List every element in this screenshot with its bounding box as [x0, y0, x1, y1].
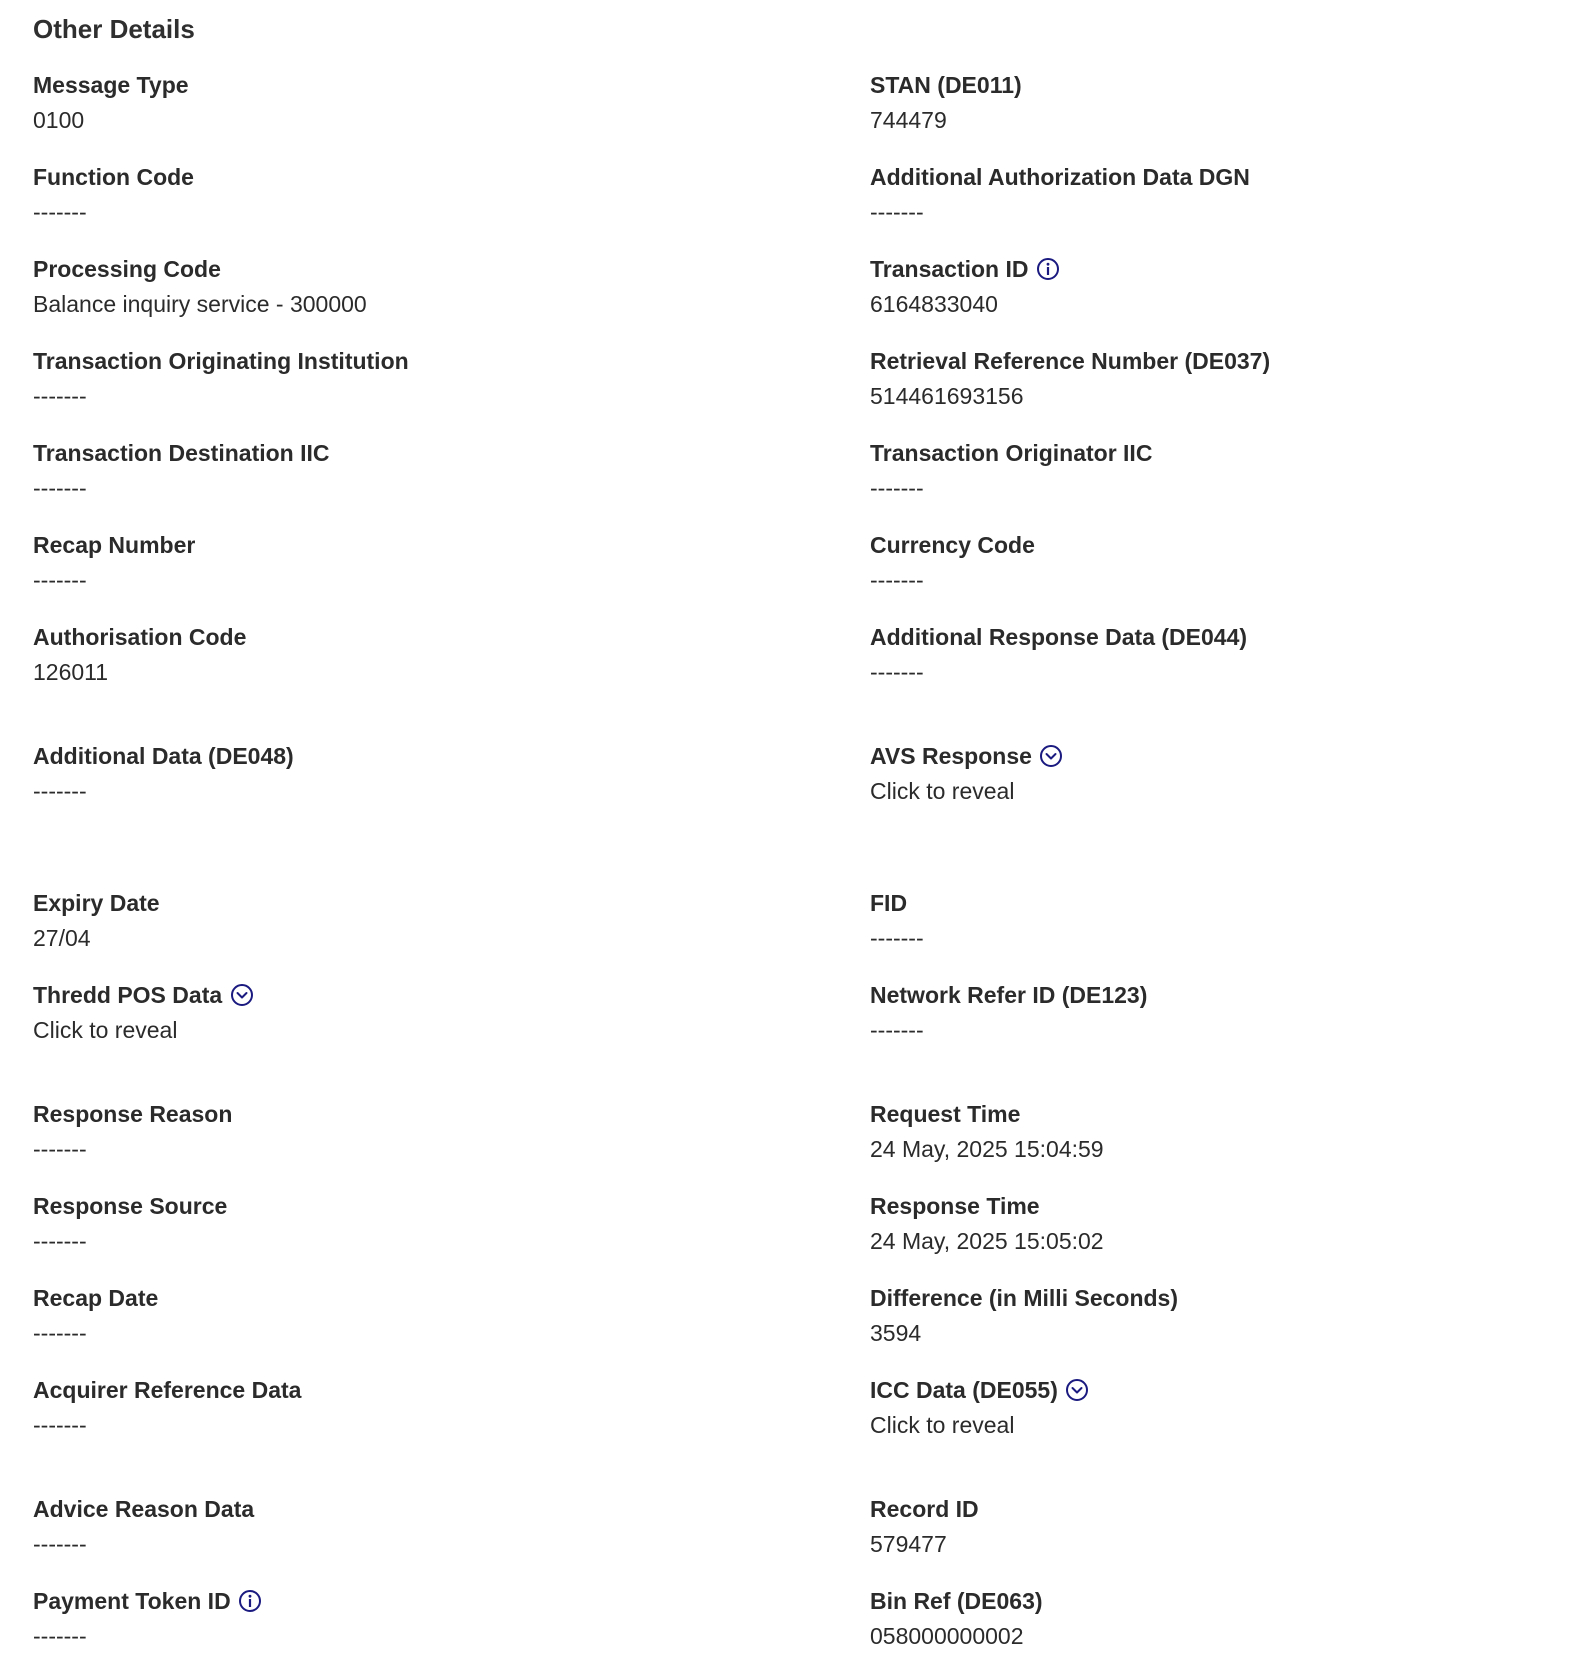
field-icc-data	[870, 1375, 1570, 1440]
field-label: Additional Authorization Data DGN	[870, 164, 1250, 190]
chevron-down-circle-icon[interactable]	[1065, 1378, 1090, 1403]
field-additional-response-data	[870, 622, 1570, 687]
field-fid	[870, 888, 1570, 953]
field-authorisation-code	[33, 622, 733, 687]
field-value: -------	[33, 199, 87, 225]
field-label: Bin Ref (DE063)	[870, 1588, 1043, 1614]
field-value: -------	[33, 1531, 87, 1557]
field-label: Additional Data (DE048)	[33, 743, 294, 769]
field-recap-number	[33, 530, 733, 595]
click-to-reveal[interactable]: Click to reveal	[33, 1017, 178, 1043]
field-label: Transaction Originator IIC	[870, 440, 1153, 466]
field-acquirer-reference-data	[33, 1375, 733, 1440]
field-value: 3594	[870, 1320, 922, 1346]
field-network-refer-id	[870, 980, 1570, 1045]
field-value: Balance inquiry service - 300000	[33, 291, 367, 317]
field-label: Transaction Destination IIC	[33, 440, 330, 466]
field-label: Processing Code	[33, 256, 221, 282]
field-avs-response	[870, 741, 1570, 806]
field-processing-code	[33, 254, 733, 319]
field-value: 0100	[33, 107, 85, 133]
field-label: Recap Number	[33, 532, 196, 558]
field-label: FID	[870, 890, 908, 916]
field-message-type	[33, 70, 733, 135]
field-value: 514461693156	[870, 383, 1024, 409]
click-to-reveal[interactable]: Click to reveal	[870, 778, 1015, 804]
field-value: -------	[33, 1228, 87, 1254]
field-label: Additional Response Data (DE044)	[870, 624, 1248, 650]
field-label: Difference (in Milli Seconds)	[870, 1285, 1178, 1311]
field-value: -------	[870, 199, 924, 225]
field-value: -------	[33, 1136, 87, 1162]
field-label: Transaction Originating Institution	[33, 348, 409, 374]
field-stan	[870, 70, 1570, 135]
field-advice-reason-data	[33, 1494, 733, 1559]
field-label: ICC Data (DE055)	[870, 1375, 1570, 1405]
field-label: Currency Code	[870, 532, 1035, 558]
info-icon[interactable]	[238, 1589, 263, 1614]
field-transaction-id	[870, 254, 1570, 319]
field-additional-authorization-data-dgn	[870, 162, 1570, 227]
field-value: -------	[33, 778, 87, 804]
field-currency-code	[870, 530, 1570, 595]
field-value: -------	[870, 475, 924, 501]
field-response-time	[870, 1191, 1570, 1256]
field-label: Function Code	[33, 164, 194, 190]
field-expiry-date	[33, 888, 733, 953]
field-value: 126011	[33, 659, 109, 685]
field-label: Advice Reason Data	[33, 1496, 255, 1522]
field-label: Acquirer Reference Data	[33, 1377, 302, 1403]
field-retrieval-reference-number	[870, 346, 1570, 411]
field-value: -------	[870, 1017, 924, 1043]
chevron-down-circle-icon[interactable]	[229, 983, 254, 1008]
field-label: Response Time	[870, 1193, 1040, 1219]
field-label: Network Refer ID (DE123)	[870, 982, 1148, 1008]
info-icon[interactable]	[1035, 257, 1060, 282]
field-label: Message Type	[33, 72, 189, 98]
field-value: 24 May, 2025 15:05:02	[870, 1228, 1104, 1254]
chevron-down-circle-icon[interactable]	[1039, 744, 1064, 769]
field-value: -------	[870, 659, 924, 685]
field-thredd-pos-data	[33, 980, 733, 1045]
field-bin-ref	[870, 1586, 1570, 1651]
field-response-reason	[33, 1099, 733, 1164]
field-value: 6164833040	[870, 291, 998, 317]
field-function-code	[33, 162, 733, 227]
field-label: Response Reason	[33, 1101, 233, 1127]
field-record-id	[870, 1494, 1570, 1559]
field-label: STAN (DE011)	[870, 72, 1022, 98]
click-to-reveal[interactable]: Click to reveal	[870, 1412, 1015, 1438]
field-transaction-originating-institution	[33, 346, 733, 411]
field-label: Retrieval Reference Number (DE037)	[870, 348, 1271, 374]
field-label: Response Source	[33, 1193, 228, 1219]
field-value: -------	[33, 1623, 87, 1649]
field-payment-token-id	[33, 1586, 733, 1651]
field-value: 27/04	[33, 925, 91, 951]
field-label: Expiry Date	[33, 890, 160, 916]
field-value: -------	[870, 925, 924, 951]
field-value: -------	[33, 383, 87, 409]
field-label: AVS Response	[870, 741, 1570, 771]
field-value: 744479	[870, 107, 947, 133]
field-label: Record ID	[870, 1496, 979, 1522]
field-transaction-destination-iic	[33, 438, 733, 503]
field-value: -------	[33, 1412, 87, 1438]
section-title: Other Details	[33, 14, 195, 44]
field-value: -------	[870, 567, 924, 593]
field-value: -------	[33, 475, 87, 501]
field-transaction-originator-iic	[870, 438, 1570, 503]
field-label: Transaction ID	[870, 254, 1570, 284]
field-difference-ms	[870, 1283, 1570, 1348]
field-additional-data	[33, 741, 733, 806]
field-value: -------	[33, 567, 87, 593]
field-response-source	[33, 1191, 733, 1256]
field-recap-date	[33, 1283, 733, 1348]
field-label: Payment Token ID	[33, 1586, 733, 1616]
field-value: 058000000002	[870, 1623, 1024, 1649]
field-label: Recap Date	[33, 1285, 159, 1311]
field-label: Request Time	[870, 1101, 1021, 1127]
field-value: 24 May, 2025 15:04:59	[870, 1136, 1104, 1162]
field-value: 579477	[870, 1531, 947, 1557]
field-label: Thredd POS Data	[33, 980, 733, 1010]
field-value: -------	[33, 1320, 87, 1346]
field-request-time	[870, 1099, 1570, 1164]
field-label: Authorisation Code	[33, 624, 247, 650]
